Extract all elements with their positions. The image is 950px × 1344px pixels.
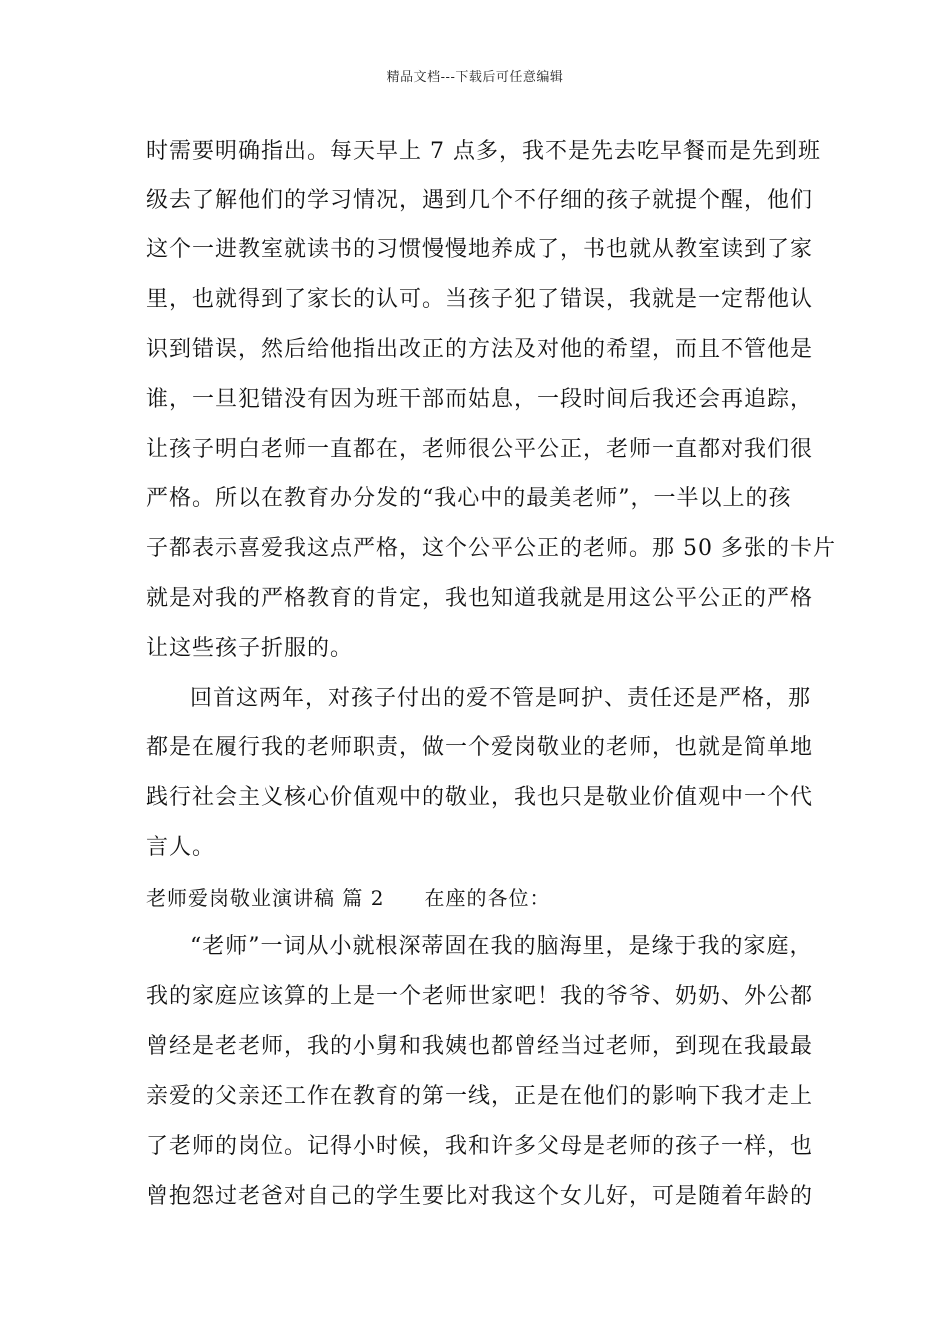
text-line: 了老师的岗位。记得小时候，我和许多父母是老师的孩子一样，也 [146, 1134, 814, 1159]
page-header: 精品文档---下载后可任意编辑 [386, 70, 564, 85]
text-line: 谁，一旦犯错没有因为班干部而姑息，一段时间后我还会再追踪， [146, 387, 814, 412]
text-line: 亲爱的父亲还工作在教育的第一线，正是在他们的影响下我才走上 [146, 1084, 814, 1109]
text-line: 践行社会主义核心价值观中的敬业，我也只是敬业价值观中一个代 [146, 785, 814, 810]
text-line: 时需要明确指出。每天早上 7 点多，我不是先去吃早餐而是先到班 [146, 139, 821, 164]
text-line: 子都表示喜爱我这点严格，这个公平公正的老师。那 50 多张的卡片 [146, 536, 836, 561]
text-line: 里，也就得到了家长的认可。当孩子犯了错误，我就是一定帮他认 [146, 287, 814, 312]
text-line: 让孩子明白老师一直都在，老师很公平公正，老师一直都对我们很 [146, 437, 814, 462]
text-line: 都是在履行我的老师职责，做一个爱岗敬业的老师，也就是简单地 [146, 735, 814, 760]
text-line: 这个一进教室就读书的习惯慢慢地养成了，书也就从教室读到了家 [146, 237, 814, 262]
text-line: 严格。所以在教育办分发的“我心中的最美老师”，一半以上的孩 [146, 486, 792, 511]
section-title: 老师爱岗敬业演讲稿 篇 2 [146, 886, 385, 910]
text-line: 级去了解他们的学习情况，遇到几个不仔细的孩子就提个醒，他们 [146, 188, 814, 213]
text-line: 就是对我的严格教育的肯定，我也知道我就是用这公平公正的严格 [146, 586, 814, 611]
text-line: 识到错误，然后给他指出改正的方法及对他的希望，而且不管他是 [146, 337, 814, 362]
text-line: 曾抱怨过老爸对自己的学生要比对我这个女儿好，可是随着年龄的 [146, 1184, 814, 1209]
text-line: 让这些孩子折服的。 [146, 636, 354, 661]
paragraph-first-line: “老师”一词从小就根深蒂固在我的脑海里，是缘于我的家庭， [190, 934, 813, 959]
text-line: 曾经是老老师，我的小舅和我姨也都曾经当过老师，到现在我最最 [146, 1034, 814, 1059]
section-heading [146, 883, 550, 913]
greeting: 在座的各位： [424, 886, 551, 910]
text-line: 我的家庭应该算的上是一个老师世家吧！我的爷爷、奶奶、外公都 [146, 984, 814, 1009]
text-line: 言人。 [146, 835, 216, 860]
paragraph-first-line: 回首这两年，对孩子付出的爱不管是呵护、责任还是严格，那 [190, 686, 812, 711]
